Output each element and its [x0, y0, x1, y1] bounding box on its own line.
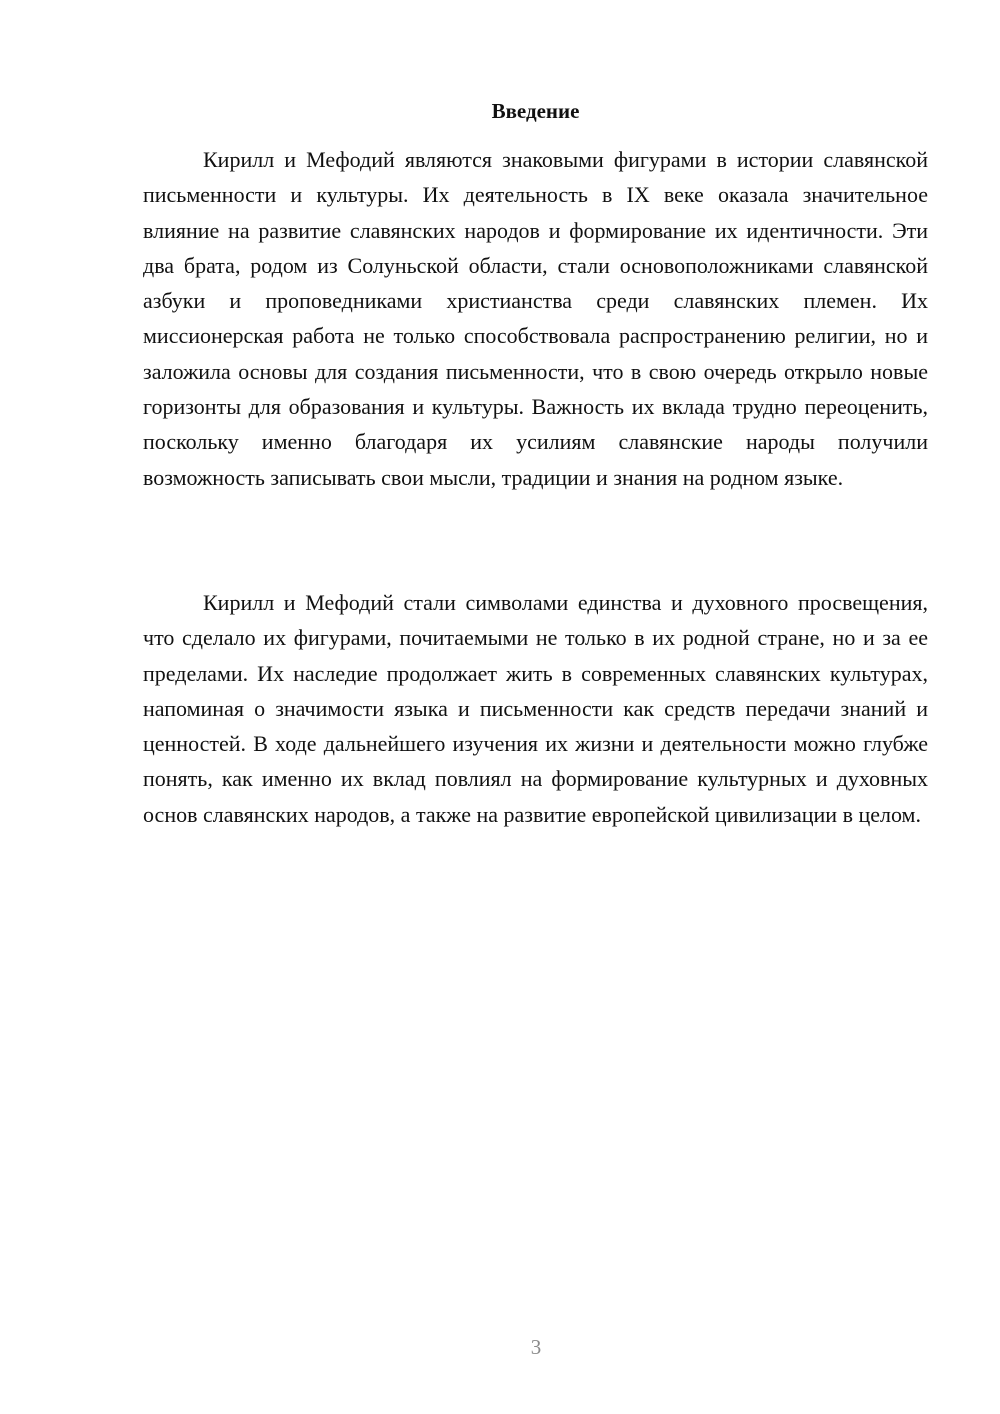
section-heading: Введение — [491, 99, 580, 123]
page-number: 3 — [530, 1335, 542, 1359]
paragraph-1: Кирилл и Мефодий являются знаковыми фигурами в истории славянской письменности и культуры. Их деятельность в IX веке оказала значительное влияние на развитие славянских народов и формирование их идентичности. Эти два брата, родом из Солуньской области, стали основоположниками славянской азбуки и проповедниками христианства среди славянских племен. Их миссионерская работа не только способствовала распространению религии, но и заложила основы для создания письменности, что в свою очередь открыло новые горизонты для образования и культуры. Важность их вклада трудно переоценить, поскольку именно благодаря их усилиям славянские народы получили возможность записывать свои мысли, традиции и знания на родном языке. — [143, 147, 928, 490]
paragraph-2: Кирилл и Мефодий стали символами единства и духовного просвещения, что сделало их фигурами, почитаемыми не только в их родной стране, но и за ее пределами. Их наследие продолжает жить в современных славянских культурах, напоминая о значимости языка и письменности как средств передачи знаний и ценностей. В ходе дальнейшего изучения их жизни и деятельности можно глубже понять, как именно их вклад повлиял на формирование культурных и духовных основ славянских народов, а также на развитие европейской цивилизации в целом. — [143, 590, 928, 827]
